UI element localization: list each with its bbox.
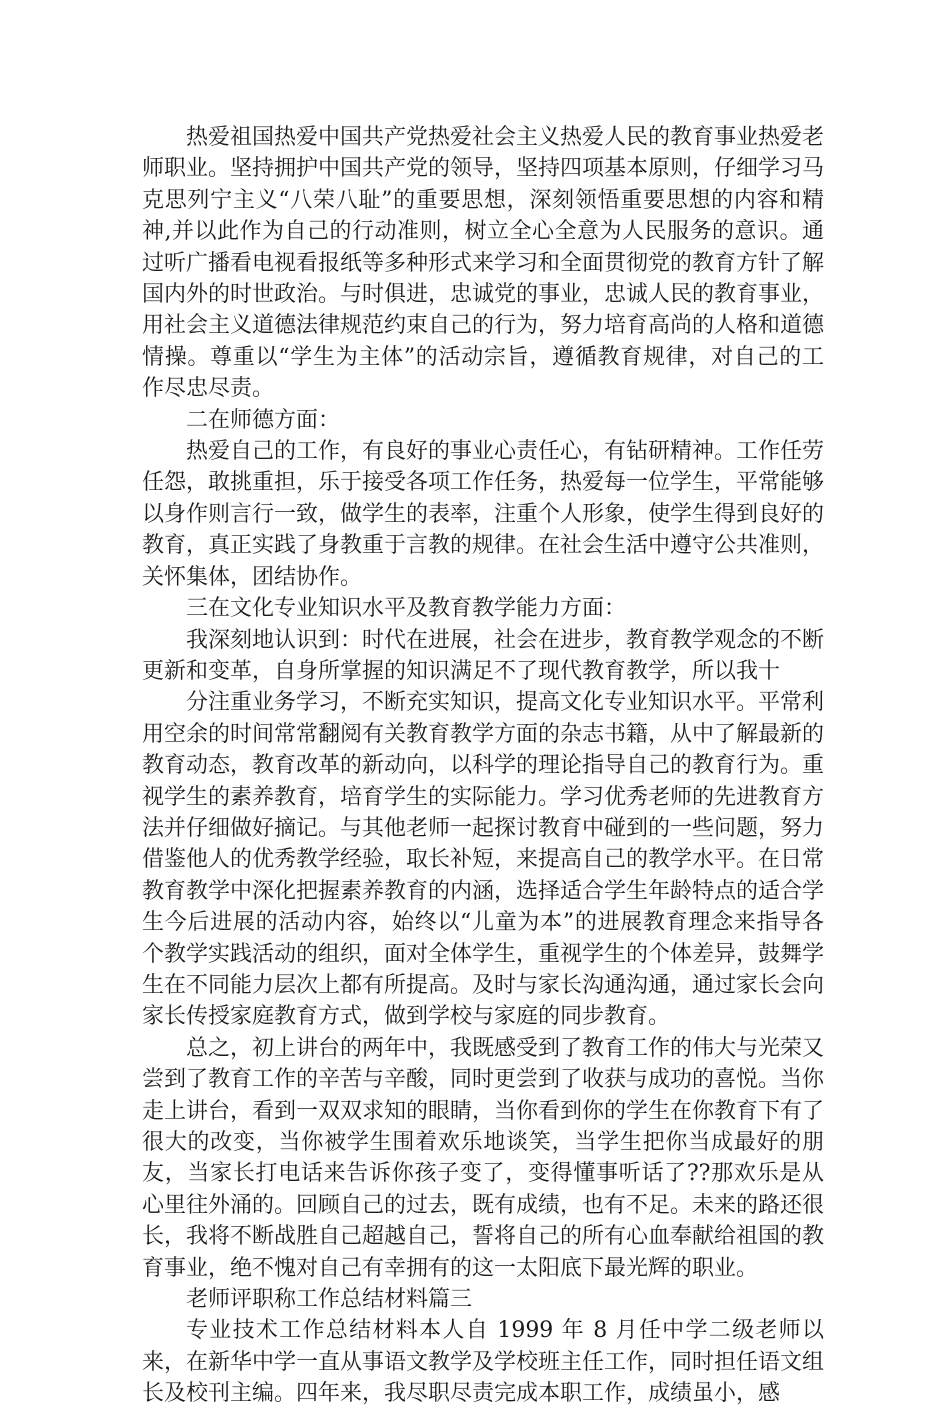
section-heading-part-three: 老师评职称工作总结材料篇三	[186, 1287, 473, 1313]
paragraph-study: 分注重业务学习，不断充实知识，提高文化专业知识水平。平常利用空余的时间常常翻阅有关教育教学方面的杂志书籍，从中了解最新的教育动态，教育改革的新动向，以科学的理论指导自己的教育行为。重视学生的素养教育，培育学生的实际能力。学习优秀老师的先进教育方法并仔细做好摘记。与其他老师一起探讨教育中碰到的一些问题，努力借鉴他人的优秀教学经验，取长补短，来提高自己的教学水平。在日常教育教学中深化把握素养教育的内涵，选择适合学生年龄特点的适合学生今后进展的活动内容，始终以“儿童为本”的进展教育理念来指导各个教学实践活动的组织，面对全体学生，重视学生的个体差异，鼓舞学生在不同能力层次上都有所提高。及时与家长沟通沟通，通过家长会向家长传授家庭教育方式，做到学校与家庭的同步教育。	[142, 690, 825, 1030]
paragraph-political-stance: 热爱祖国热爱中国共产党热爱社会主义热爱人民的教育事业热爱老师职业。坚持拥护中国共产党的领导，坚持四项基本原则，仔细学习马克思列宁主义“八荣八耻”的重要思想，深刻领悟重要思想的内容和精神,并以此作为自己的行动准则，树立全心全意为人民服务的意识。通过听广播看电视看报纸等多种形式来学习和全面贯彻党的教育方针了解国内外的时世政治。与时俱进，忠诚党的事业，忠诚人民的教育事业，用社会主义道德法律规范约束自己的行为，努力培育高尚的人格和道德情操。尊重以“学生为主体”的活动宗旨，遵循教育规律，对自己的工作尽忠尽责。	[142, 125, 825, 402]
paragraph-ethics: 热爱自己的工作，有良好的事业心责任心，有钻研精神。工作任劳任怨，敢挑重担，乐于接受各项工作任务，热爱每一位学生，平常能够以身作则言行一致，做学生的表率，注重个人形象，使学生得到良好的教育，真正实践了身教重于言教的规律。在社会生活中遵守公共准则，关怀集体，团结协作。	[142, 439, 825, 590]
document-body	[142, 122, 824, 1410]
section-heading-ethics: 二在师德方面：	[186, 407, 341, 433]
paragraph-awareness: 我深刻地认识到：时代在进展，社会在进步，教育教学观念的不断更新和变革，自身所掌握的知识满足不了现代教育教学，所以我十	[142, 627, 825, 684]
paragraph-summary: 总之，初上讲台的两年中，我既感受到了教育工作的伟大与光荣又尝到了教育工作的辛苦与辛酸，同时更尝到了收获与成功的喜悦。当你走上讲台，看到一双双求知的眼睛，当你看到你的学生在你教育下有了很大的改变，当你被学生围着欢乐地谈笑，当学生把你当成最好的朋友，当家长打电话来告诉你孩子变了，变得懂事听话了??那欢乐是从心里往外涌的。回顾自己的过去，既有成绩，也有不足。未来的路还很长，我将不断战胜自己超越自己，誓将自己的所有心血奉献给祖国的教育事业，绝不愧对自己有幸拥有的这一太阳底下最光辉的职业。	[142, 1035, 825, 1281]
section-heading-professional-knowledge: 三在文化专业知识水平及教育教学能力方面：	[186, 596, 627, 622]
paragraph-technical-summary: 专业技术工作总结材料本人自 1999 年 8 月任中学二级老师以来，在新华中学一直从事语文教学及学校班主任工作，同时担任语文组长及校刊主编。四年来，我尽职尽责完成本职工作，成绩虽小，感	[142, 1318, 825, 1407]
